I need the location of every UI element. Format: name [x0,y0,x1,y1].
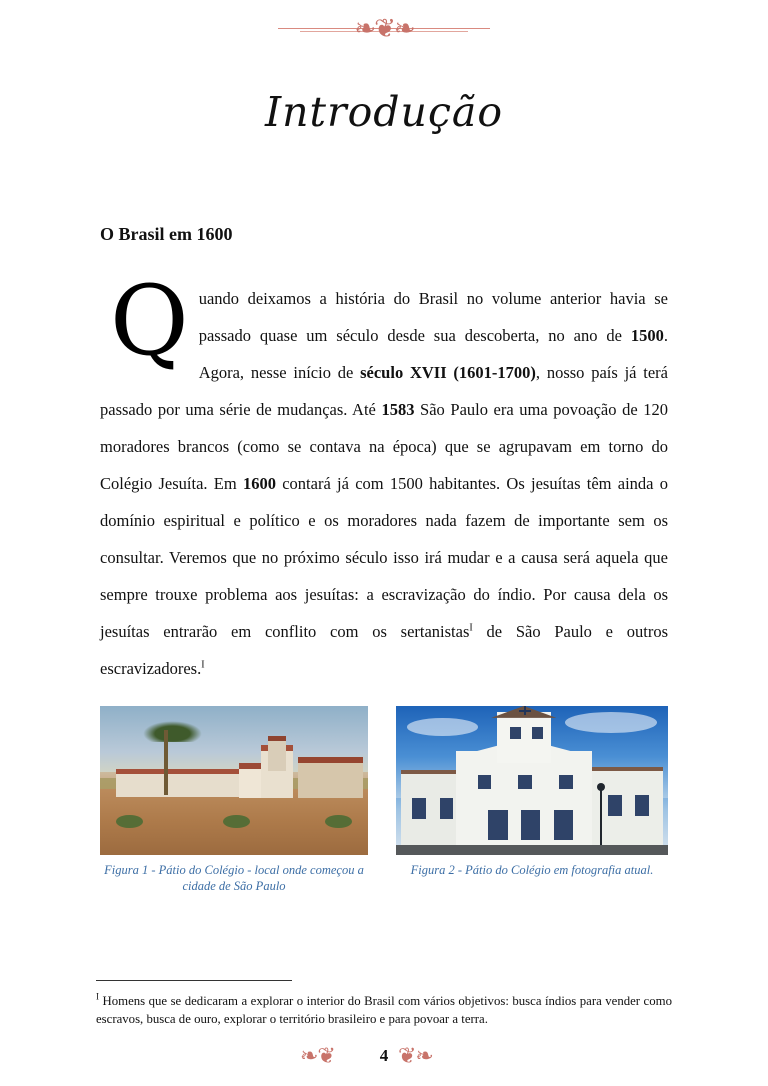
chapter-title: Introdução [264,88,504,136]
figure-1 [100,706,368,894]
painting-bush-right [325,815,352,828]
photo-tower-window-2 [532,727,543,739]
photo-left-window [412,798,426,819]
photo-right-wing [586,769,662,855]
footnote-marker: I [96,991,99,1002]
paragraph-text-2: . Agora, nesse início de [198,326,668,382]
footnote-ref-1: I [469,622,473,634]
figure-2-image [396,706,668,855]
photo-facade-window-3 [559,775,573,790]
photo-right-window-2 [635,795,649,816]
photo-lamp-post [600,789,602,846]
footnote-ref-2: I [201,659,205,671]
page-number: 4 [379,1046,389,1065]
page-footer [0,1040,768,1080]
body-paragraph [100,265,669,687]
footer-ornament-right-icon: ❦❧ [398,1044,433,1069]
photo-door-1 [488,810,507,840]
paragraph-text-3: , nosso país já terá passado por uma série de mudanças. Até [100,363,668,419]
paragraph-text-1: uando deixamos a história do Brasil no volume anterior havia se passado quase um século desde sua descoberta, no ano de [198,289,668,345]
photo-facade-window-2 [518,775,532,790]
paragraph-text-5: contará já com 1500 habitantes. Os jesuítas têm ainda o domínio espiritual e político e os moradores nada fazem de importante sem os consultar. Veremos que no próximo século isso irá mudar e a causa será aquela que sempre trouxe problema aos jesuítas: a escravização do índio. Por causa dela os jesuítas entrarão em conflito com os sertanistas [100,474,668,641]
painting-right-building [298,757,362,799]
photo-ground [396,845,668,855]
figure-2-caption: Figura 2 - Pátio do Colégio em fotografia atual. [410,863,654,877]
footnote-text: Homens que se dedicaram a explorar o interior do Brasil com vários objetivos: busca índios para vender como escravos, busca de ouro, explorar o território brasileiro e para povoar a terra. [96,994,672,1026]
painting-bush-left [116,815,143,828]
painting-bush-center [223,815,250,828]
photo-cross-icon [524,706,526,715]
footer-ornament-left-icon: ❧❦ [300,1044,335,1069]
painting-colonial-building [116,769,239,798]
paragraph-text-4: São Paulo era uma povoação de 120 moradores brancos (como se contava na época) que se agrupavam em torno do Colégio Jesuíta. Em [100,400,668,493]
painting-church-tower [268,736,287,771]
painting-palm-crown [143,721,202,742]
painting-palm-trunk [164,730,168,796]
footnote [96,992,672,1028]
photo-tower-window [510,727,521,739]
figure-1-caption: Figura 1 - Pátio do Colégio - local onde começou a cidade de São Paulo [104,863,364,893]
photo-facade-window-1 [478,775,492,790]
photo-cloud-2 [565,712,657,733]
drop-cap: Q [110,265,189,377]
photo-left-window-2 [440,798,454,819]
paragraph-text-6: de São Paulo e outros escravizadores. [100,622,669,678]
century-label: século XVII (1601-1700) [360,363,536,382]
photo-right-window [608,795,622,816]
footnote-separator [96,980,292,981]
ornament-rule-long [278,28,490,29]
photo-left-roof [401,770,461,774]
figure-2 [396,706,668,878]
photo-door-3 [554,810,573,840]
ornament-rule-short [300,31,468,32]
section-heading: O Brasil em 1600 [100,224,233,244]
photo-door-2 [521,810,540,840]
figure-1-image [100,706,368,855]
photo-right-roof [586,767,662,771]
year-1500: 1500 [630,326,664,345]
photo-cloud-1 [407,718,478,736]
year-1583: 1583 [381,400,415,419]
ornament-flourish-icon: ❧❦❧ [354,14,414,44]
year-1600: 1600 [242,474,276,493]
